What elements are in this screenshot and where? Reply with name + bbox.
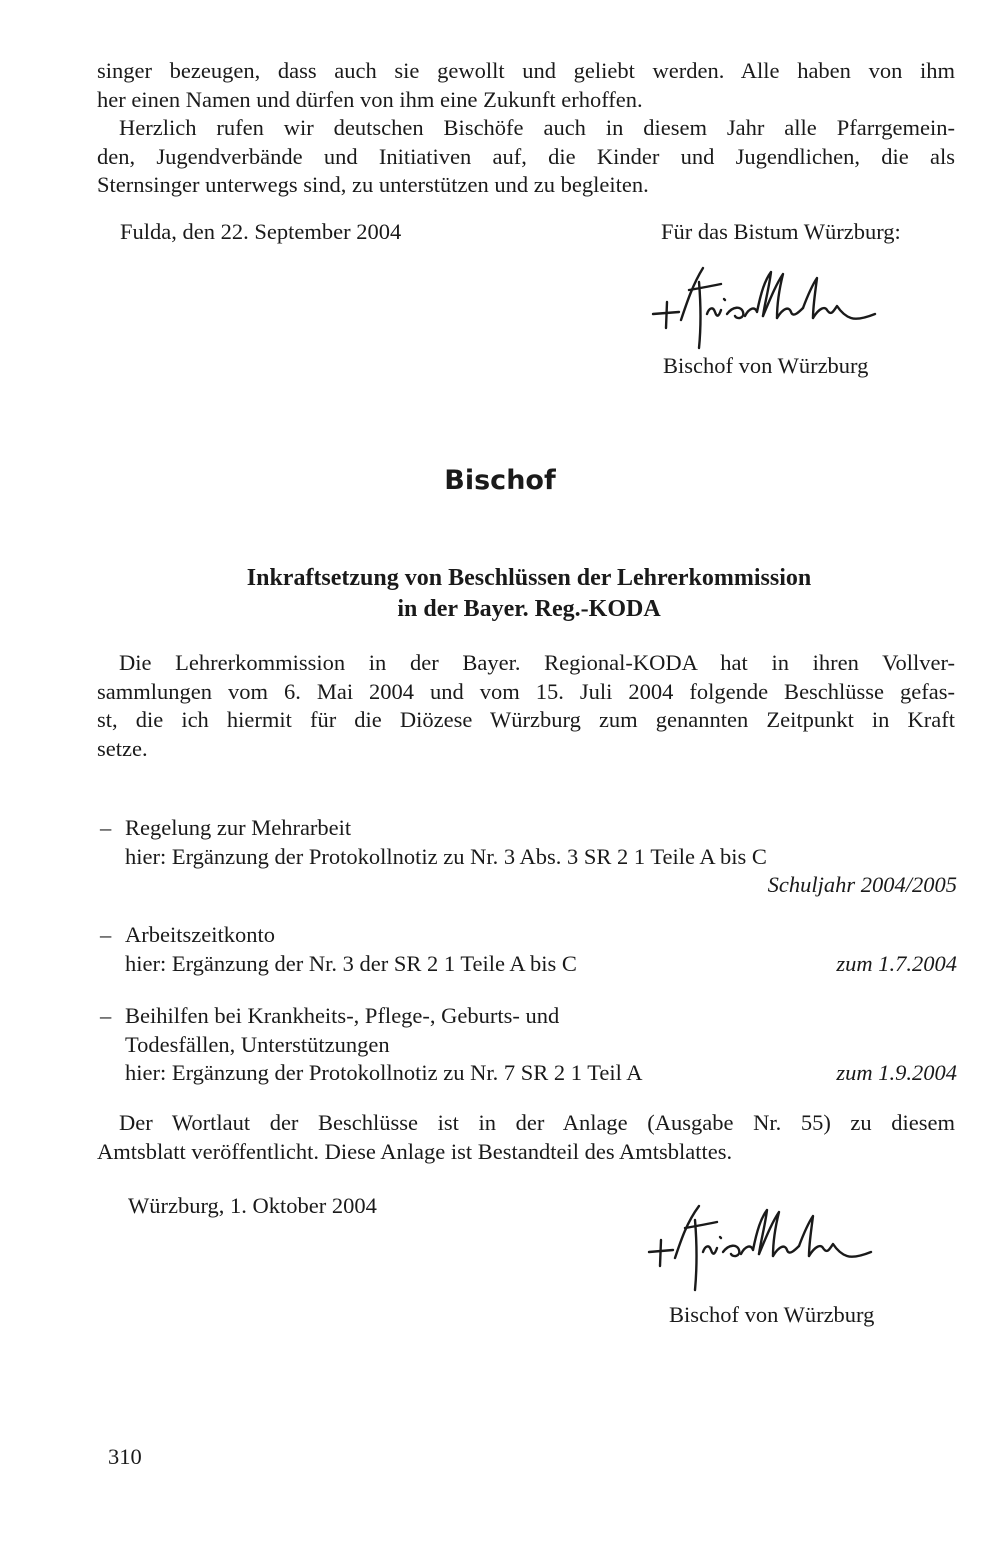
for-diocese-line: Für das Bistum Würzburg: (661, 219, 901, 244)
document-body-paragraph (97, 649, 955, 763)
item-detail: hier: Ergänzung der Protokollnotiz zu Nr. 7 SR 2 1 Teil A (125, 1060, 643, 1085)
closing-line: Der Wortlaut der Beschlüsse ist in der Anlage (Ausgabe Nr. 55) zu diesem (119, 1110, 955, 1135)
item-title: Regelung zur Mehrarbeit (125, 815, 352, 840)
item-title: Beihilfen bei Krankheits-, Pflege-, Geburts- und (125, 1003, 560, 1028)
role-bishop-1: Bischof von Würzburg (663, 353, 869, 378)
body-line: Die Lehrerkommission in der Bayer. Regional-KODA hat in ihren Vollver- (119, 650, 955, 675)
item-detail: hier: Ergänzung der Nr. 3 der SR 2 1 Teile A bis C (125, 950, 577, 976)
intro-line: Herzlich rufen wir deutschen Bischöfe auch in diesem Jahr alle Pfarrgemein- (119, 115, 955, 140)
closing-paragraph (97, 1109, 955, 1166)
list-item (97, 814, 957, 900)
intro-line: singer bezeugen, dass auch sie gewollt und geliebt werden. Alle haben von ihm (97, 58, 955, 83)
item-effective-date: zum 1.9.2004 (836, 1060, 957, 1085)
list-dash: – (100, 815, 112, 840)
list-dash: – (100, 1003, 112, 1028)
document-title-line2: in der Bayer. Reg.-KODA (397, 596, 661, 622)
signature-bishop-2 (645, 1200, 885, 1295)
body-line: st, die ich hiermit für die Diözese Würzburg zum genannten Zeitpunkt in Kraft (97, 707, 955, 732)
role-bishop-2: Bischof von Würzburg (669, 1302, 875, 1327)
item-effective-date: zum 1.7.2004 (836, 950, 957, 976)
document-title-line1: Inkraftsetzung von Beschlüssen der Lehrerkommission (246, 565, 812, 591)
intro-line: her einen Namen und dürfen von ihm eine Zukunft erhoffen. (97, 86, 643, 112)
item-effective-date: Schuljahr 2004/2005 (767, 872, 957, 897)
page-number: 310 (108, 1444, 142, 1469)
signature-bishop-1 (645, 262, 885, 352)
item-title: Arbeitszeitkonto (125, 922, 275, 947)
intro-paragraph (97, 57, 955, 200)
list-dash: – (100, 922, 112, 947)
intro-line: den, Jugendverbände und Initiativen auf, die Kinder und Jugendlichen, die als (97, 143, 955, 169)
closing-line: Amtsblatt veröffentlicht. Diese Anlage ist Bestandteil des Amtsblattes. (97, 1138, 733, 1164)
section-heading: Bischof (444, 465, 556, 496)
item-detail: hier: Ergänzung der Protokollnotiz zu Nr. 3 Abs. 3 SR 2 1 Teile A bis C (125, 843, 767, 869)
body-line: setze. (97, 735, 148, 761)
place-date-fulda: Fulda, den 22. September 2004 (120, 219, 402, 244)
item-title-continued: Todesfällen, Unterstützungen (125, 1031, 390, 1057)
list-item (97, 1002, 957, 1088)
list-item (97, 921, 957, 978)
place-date-wuerzburg: Würzburg, 1. Oktober 2004 (128, 1193, 377, 1218)
intro-line: Sternsinger unterwegs sind, zu unterstützen und zu begleiten. (97, 172, 649, 197)
body-line: sammlungen vom 6. Mai 2004 und vom 15. Juli 2004 folgende Beschlüsse gefas- (97, 678, 955, 704)
